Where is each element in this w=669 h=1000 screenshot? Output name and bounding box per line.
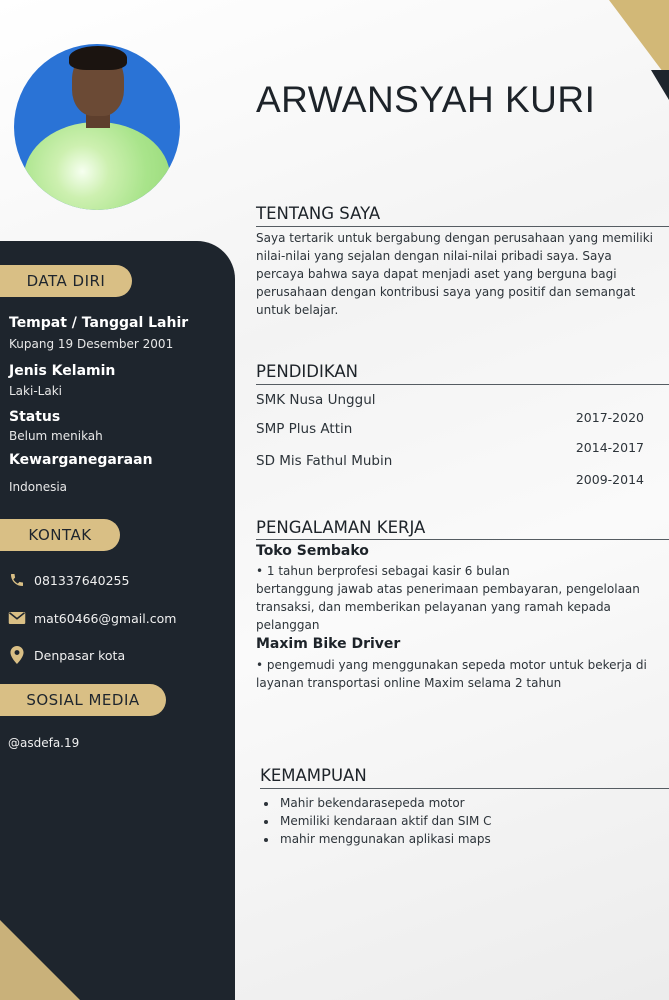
corner-decoration-gold [609,0,669,80]
corner-decoration-gold-bottom [0,920,80,1000]
school-years: 2017-2020 [575,410,644,425]
skill-item: • Mahir bekendarasepeda motor [278,794,492,812]
field-value-status: Belum menikah [9,429,103,443]
social-handle[interactable]: @asdefa.19 [8,736,80,750]
location-pin-icon [8,646,26,664]
contact-email-value[interactable]: mat60466@gmail.com [34,610,177,626]
field-value-gender: Laki-Laki [9,384,62,398]
section-divider [256,539,669,540]
profile-photo [14,44,180,210]
contact-location-value: Denpasar kota [34,647,126,663]
field-label-status: Status [9,409,61,425]
section-divider [260,788,669,789]
field-label-birth: Tempat / Tanggal Lahir [9,315,189,331]
person-name: ARWANSYAH KURI [256,79,596,120]
school-name: SD Mis Fathul Mubin [256,453,393,469]
school-years: 2009-2014 [575,472,644,487]
job-line: transaksi, dan memberikan pelayanan yang ramah kepada [256,600,611,614]
section-divider [256,384,669,385]
sidebar [0,241,235,1000]
about-line: percaya bahwa saya dapat menjadi aset yang berguna bagi [256,267,617,281]
school-years: 2014-2017 [575,440,644,455]
contact-phone-value[interactable]: 081337640255 [34,572,130,588]
job-line: • pengemudi yang menggunakan sepeda motor untuk bekerja di [256,658,647,672]
section-title-tentang-saya: TENTANG SAYA [256,204,381,223]
section-title-kemampuan: KEMAMPUAN [260,766,367,785]
skill-item: • mahir menggunakan aplikasi maps [278,830,492,848]
email-icon [8,609,26,627]
section-title-data-diri: DATA DIRI [26,272,106,290]
job-title: Maxim Bike Driver [256,636,401,652]
section-pill-kontak [0,519,120,551]
phone-icon [8,571,26,589]
skills-list [262,794,492,848]
section-title-kontak: KONTAK [28,526,92,544]
field-label-gender: Jenis Kelamin [9,363,116,379]
school-name: SMK Nusa Unggul [256,392,376,408]
skill-item: • Memiliki kendaraan aktif dan SIM C [278,812,492,830]
section-title-sosial-media: SOSIAL MEDIA [26,691,140,709]
job-description [256,656,647,692]
job-line: • 1 tahun berprofesi sebagai kasir 6 bulan [256,564,510,578]
field-value-birth: Kupang 19 Desember 2001 [9,337,174,351]
field-label-nationality: Kewarganegaraan [9,452,153,468]
about-line: untuk belajar. [256,303,339,317]
contact-email [8,609,176,627]
photo-shirt [24,122,170,210]
section-pill-sosial-media [0,684,166,716]
about-line: Saya tertarik untuk bergabung dengan perusahaan yang memiliki [256,231,654,245]
contact-phone [8,571,129,589]
job-description [256,562,640,634]
field-value-nationality: Indonesia [9,480,68,494]
about-paragraph [256,229,653,319]
section-title-pengalaman-kerja: PENGALAMAN KERJA [256,518,426,537]
photo-hair [69,46,127,70]
corner-decoration-dark [651,70,669,100]
job-line: layanan transportasi online Maxim selama 2 tahun [256,676,562,690]
section-divider [256,226,669,227]
about-line: perusahaan dengan kontribusi saya yang positif dan semangat [256,285,636,299]
section-pill-data-diri [0,265,132,297]
job-title: Toko Sembako [256,543,369,559]
section-title-pendidikan: PENDIDIKAN [256,362,359,381]
job-line: bertanggung jawab atas penerimaan pembayaran, pengelolaan [256,582,640,596]
contact-location [8,646,125,664]
about-line: nilai-nilai yang sejalan dengan nilai-nilai pribadi saya. Saya [256,249,612,263]
job-line: pelanggan [256,618,320,632]
school-name: SMP Plus Attin [256,421,353,437]
